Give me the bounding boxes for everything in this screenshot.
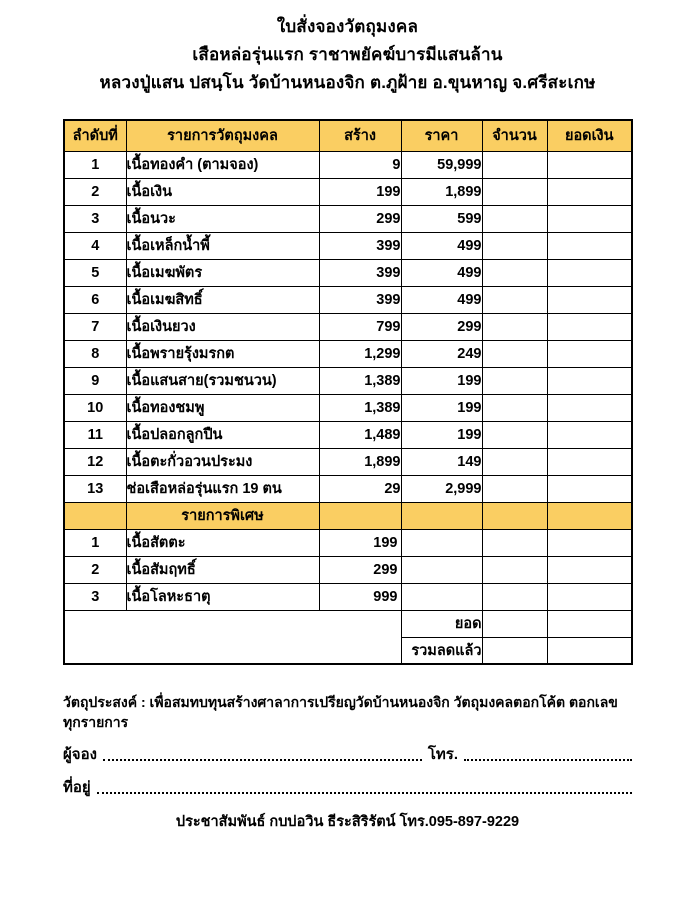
discounted-quantity-cell bbox=[482, 637, 547, 664]
subtotal-row bbox=[64, 610, 632, 637]
table-row bbox=[64, 475, 632, 502]
item-name: เนื้อพรายรุ้งมรกต bbox=[126, 340, 319, 367]
row-number: 3 bbox=[64, 205, 126, 232]
table-row bbox=[64, 178, 632, 205]
header-made: สร้าง bbox=[319, 120, 401, 151]
phone-label: โทร. bbox=[427, 746, 458, 763]
item-name: ช่อเสือหล่อรุ่นแรก 19 ตน bbox=[126, 475, 319, 502]
special-header-blank bbox=[482, 502, 547, 529]
price: 59,999 bbox=[401, 151, 482, 178]
row-number: 9 bbox=[64, 367, 126, 394]
header-no: ลำดับที่ bbox=[64, 120, 126, 151]
row-number: 1 bbox=[64, 529, 126, 556]
address-fill-line bbox=[97, 792, 632, 794]
quantity-cell bbox=[482, 529, 547, 556]
amount-cell bbox=[547, 178, 632, 205]
quantity-cell bbox=[482, 259, 547, 286]
table-header-row bbox=[64, 120, 632, 151]
special-section-title: รายการพิเศษ bbox=[126, 502, 319, 529]
price: 499 bbox=[401, 232, 482, 259]
price: 199 bbox=[401, 367, 482, 394]
made-count: 1,899 bbox=[319, 448, 401, 475]
table-row bbox=[64, 340, 632, 367]
price: 199 bbox=[401, 394, 482, 421]
header-item: รายการวัตถุมงคล bbox=[126, 120, 319, 151]
table-row bbox=[64, 394, 632, 421]
made-count: 199 bbox=[319, 529, 401, 556]
made-count: 299 bbox=[319, 205, 401, 232]
summary-blank-area bbox=[64, 610, 401, 664]
made-count: 1,389 bbox=[319, 367, 401, 394]
table-row bbox=[64, 205, 632, 232]
contact-info: ประชาสัมพันธ์ กบบ่อวิน ธีระสิริรัตน์ โทร.095-897-9229 bbox=[175, 814, 520, 830]
orderer-fill-line bbox=[103, 759, 422, 761]
document-subtitle: เสือหล่อรุ่นแรก ราชาพยัคฆ์บารมีแสนล้าน bbox=[192, 45, 503, 64]
table-row bbox=[64, 259, 632, 286]
special-row bbox=[64, 556, 632, 583]
table-row bbox=[64, 232, 632, 259]
amount-cell bbox=[547, 394, 632, 421]
temple-line: หลวงปู่แสน ปสนฺโน วัดบ้านหนองจิก ต.ภูฝ้าย อ.ขุนหาญ จ.ศรีสะเกษ bbox=[99, 73, 596, 92]
item-name: เนื้อสัตตะ bbox=[126, 529, 319, 556]
quantity-cell bbox=[482, 583, 547, 610]
item-name: เนื้อนวะ bbox=[126, 205, 319, 232]
amount-cell bbox=[547, 448, 632, 475]
amount-cell bbox=[547, 583, 632, 610]
item-name: เนื้อเหล็กน้ำพี้ bbox=[126, 232, 319, 259]
price-cell bbox=[401, 529, 482, 556]
made-count: 199 bbox=[319, 178, 401, 205]
quantity-cell bbox=[482, 421, 547, 448]
quantity-cell bbox=[482, 394, 547, 421]
amount-cell bbox=[547, 367, 632, 394]
price-cell bbox=[401, 556, 482, 583]
amount-cell bbox=[547, 286, 632, 313]
amount-cell bbox=[547, 340, 632, 367]
made-count: 399 bbox=[319, 232, 401, 259]
quantity-cell bbox=[482, 232, 547, 259]
item-name: เนื้อสัมฤทธิ์ bbox=[126, 556, 319, 583]
item-name: เนื้อทองชมพู bbox=[126, 394, 319, 421]
table-row bbox=[64, 448, 632, 475]
address-label: ที่อยู่ bbox=[63, 779, 91, 796]
special-header-blank bbox=[547, 502, 632, 529]
quantity-cell bbox=[482, 313, 547, 340]
quantity-cell bbox=[482, 286, 547, 313]
table-row bbox=[64, 151, 632, 178]
quantity-cell bbox=[482, 475, 547, 502]
special-row bbox=[64, 529, 632, 556]
quantity-cell bbox=[482, 367, 547, 394]
price: 199 bbox=[401, 421, 482, 448]
made-count: 1,489 bbox=[319, 421, 401, 448]
item-name: เนื้อตะกั่วอวนประมง bbox=[126, 448, 319, 475]
amount-cell bbox=[547, 259, 632, 286]
orderer-label: ผู้จอง bbox=[63, 746, 97, 763]
address-line bbox=[63, 778, 632, 798]
item-name: เนื้อปลอกลูกปืน bbox=[126, 421, 319, 448]
subtotal-amount-cell bbox=[547, 610, 632, 637]
row-number: 8 bbox=[64, 340, 126, 367]
document-title: ใบสั่งจองวัตถุมงคล bbox=[276, 17, 419, 36]
header-qty: จำนวน bbox=[482, 120, 547, 151]
made-count: 1,389 bbox=[319, 394, 401, 421]
row-number: 2 bbox=[64, 556, 126, 583]
quantity-cell bbox=[482, 151, 547, 178]
special-header-blank bbox=[319, 502, 401, 529]
amount-cell bbox=[547, 421, 632, 448]
price: 149 bbox=[401, 448, 482, 475]
item-name: เนื้อทองคำ (ตามจอง) bbox=[126, 151, 319, 178]
table-row bbox=[64, 367, 632, 394]
amount-cell bbox=[547, 232, 632, 259]
price: 499 bbox=[401, 259, 482, 286]
footer bbox=[63, 692, 632, 833]
item-name: เนื้อเงิน bbox=[126, 178, 319, 205]
table-row bbox=[64, 286, 632, 313]
special-header-blank bbox=[64, 502, 126, 529]
row-number: 13 bbox=[64, 475, 126, 502]
price: 599 bbox=[401, 205, 482, 232]
purpose-text: วัตถุประสงค์ : เพื่อสมทบทุนสร้างศาลาการเปรียญวัดบ้านหนองจิก วัตถุมงคลตอกโค้ต ตอกเลขทุกรายการ bbox=[63, 694, 618, 730]
made-count: 399 bbox=[319, 259, 401, 286]
table-row bbox=[64, 313, 632, 340]
quantity-cell bbox=[482, 205, 547, 232]
title-block bbox=[0, 0, 695, 97]
amount-cell bbox=[547, 151, 632, 178]
amount-cell bbox=[547, 556, 632, 583]
table-row bbox=[64, 421, 632, 448]
row-number: 11 bbox=[64, 421, 126, 448]
made-count: 9 bbox=[319, 151, 401, 178]
row-number: 12 bbox=[64, 448, 126, 475]
discounted-amount-cell bbox=[547, 637, 632, 664]
price-cell bbox=[401, 583, 482, 610]
made-count: 29 bbox=[319, 475, 401, 502]
row-number: 7 bbox=[64, 313, 126, 340]
subtotal-quantity-cell bbox=[482, 610, 547, 637]
amount-cell bbox=[547, 205, 632, 232]
discounted-total-label: รวมลดแล้ว bbox=[401, 637, 482, 664]
made-count: 799 bbox=[319, 313, 401, 340]
special-row bbox=[64, 583, 632, 610]
header-price: ราคา bbox=[401, 120, 482, 151]
price: 2,999 bbox=[401, 475, 482, 502]
phone-fill-line bbox=[464, 759, 632, 761]
amount-cell bbox=[547, 313, 632, 340]
price: 249 bbox=[401, 340, 482, 367]
quantity-cell bbox=[482, 556, 547, 583]
item-name: เนื้อแสนสาย(รวมชนวน) bbox=[126, 367, 319, 394]
row-number: 3 bbox=[64, 583, 126, 610]
row-number: 5 bbox=[64, 259, 126, 286]
row-number: 4 bbox=[64, 232, 126, 259]
orderer-line bbox=[63, 745, 632, 765]
item-name: เนื้อเมฆสิทธิ์ bbox=[126, 286, 319, 313]
row-number: 2 bbox=[64, 178, 126, 205]
made-count: 1,299 bbox=[319, 340, 401, 367]
order-table bbox=[63, 119, 633, 665]
quantity-cell bbox=[482, 448, 547, 475]
special-section-header-row bbox=[64, 502, 632, 529]
item-name: เนื้อเมฆพัตร bbox=[126, 259, 319, 286]
made-count: 399 bbox=[319, 286, 401, 313]
made-count: 999 bbox=[319, 583, 401, 610]
row-number: 1 bbox=[64, 151, 126, 178]
row-number: 10 bbox=[64, 394, 126, 421]
made-count: 299 bbox=[319, 556, 401, 583]
subtotal-label: ยอด bbox=[401, 610, 482, 637]
price: 1,899 bbox=[401, 178, 482, 205]
amount-cell bbox=[547, 475, 632, 502]
header-total: ยอดเงิน bbox=[547, 120, 632, 151]
amount-cell bbox=[547, 529, 632, 556]
quantity-cell bbox=[482, 340, 547, 367]
item-name: เนื้อเงินยวง bbox=[126, 313, 319, 340]
item-name: เนื้อโลหะธาตุ bbox=[126, 583, 319, 610]
price: 299 bbox=[401, 313, 482, 340]
quantity-cell bbox=[482, 178, 547, 205]
price: 499 bbox=[401, 286, 482, 313]
special-header-blank bbox=[401, 502, 482, 529]
row-number: 6 bbox=[64, 286, 126, 313]
